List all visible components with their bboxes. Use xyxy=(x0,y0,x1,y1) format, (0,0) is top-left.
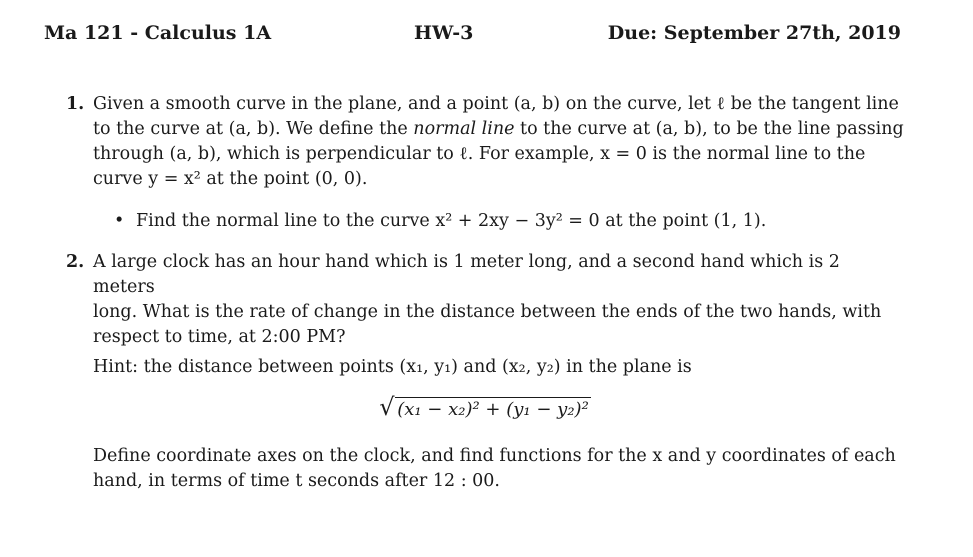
problem-2-text xyxy=(93,250,904,350)
problem-1-bullet xyxy=(114,209,766,234)
problem-2-line-1: A large clock has an hour hand which is 1 meter long, and a second hand which is 2 meters xyxy=(93,252,840,297)
problem-1-line-4: curve y = x² at the point (0, 0). xyxy=(93,169,368,189)
hint-paragraph xyxy=(66,355,904,380)
problem-2-line-3: respect to time, at 2:00 PM? xyxy=(93,327,346,347)
assignment-title: HW-3 xyxy=(414,22,474,44)
problem-1 xyxy=(66,92,904,192)
problem-2-line-2: long. What is the rate of change in the distance between the ends of the two hands, with xyxy=(93,302,882,322)
formula-radicand: (x₁ − x₂)² + (y₁ − y₂)² xyxy=(397,399,589,420)
problem-1-line-2-post: to the curve at (a, b), to be the line passing xyxy=(514,119,904,139)
distance-formula xyxy=(66,393,904,422)
problem-1-line-3: through (a, b), which is perpendicular to ℓ. For example, x = 0 is the normal line to the xyxy=(93,144,866,164)
document-header xyxy=(44,22,901,50)
define-text xyxy=(93,444,904,494)
problem-2-number: 2. xyxy=(66,252,85,272)
problem-1-number: 1. xyxy=(66,94,85,114)
hint-text: Hint: the distance between points (x₁, y₁) and (x₂, y₂) in the plane is xyxy=(93,357,692,377)
problem-1-bullet-text: Find the normal line to the curve x² + 2xy − 3y² = 0 at the point (1, 1). xyxy=(136,211,767,231)
due-date: Due: September 27th, 2019 xyxy=(607,22,901,44)
bullet-dot-icon: • xyxy=(114,211,125,231)
problem-1-line-2-pre: to the curve at (a, b). We define the xyxy=(93,119,414,139)
define-line-1: Define coordinate axes on the clock, and find functions for the x and y coordinates of each xyxy=(93,446,896,466)
problem-2 xyxy=(66,250,904,350)
radical-sign-icon: √ xyxy=(379,393,395,421)
define-line-2: hand, in terms of time t seconds after 12 : 00. xyxy=(93,471,500,491)
normal-line-term: normal line xyxy=(413,119,515,139)
square-root xyxy=(379,393,591,422)
problem-1-line-1: Given a smooth curve in the plane, and a point (a, b) on the curve, let ℓ be the tangent line xyxy=(93,94,899,114)
define-paragraph xyxy=(66,444,904,494)
course-title: Ma 121 - Calculus 1A xyxy=(44,22,272,44)
problem-1-line-2 xyxy=(93,117,904,142)
problem-1-text xyxy=(93,92,904,192)
